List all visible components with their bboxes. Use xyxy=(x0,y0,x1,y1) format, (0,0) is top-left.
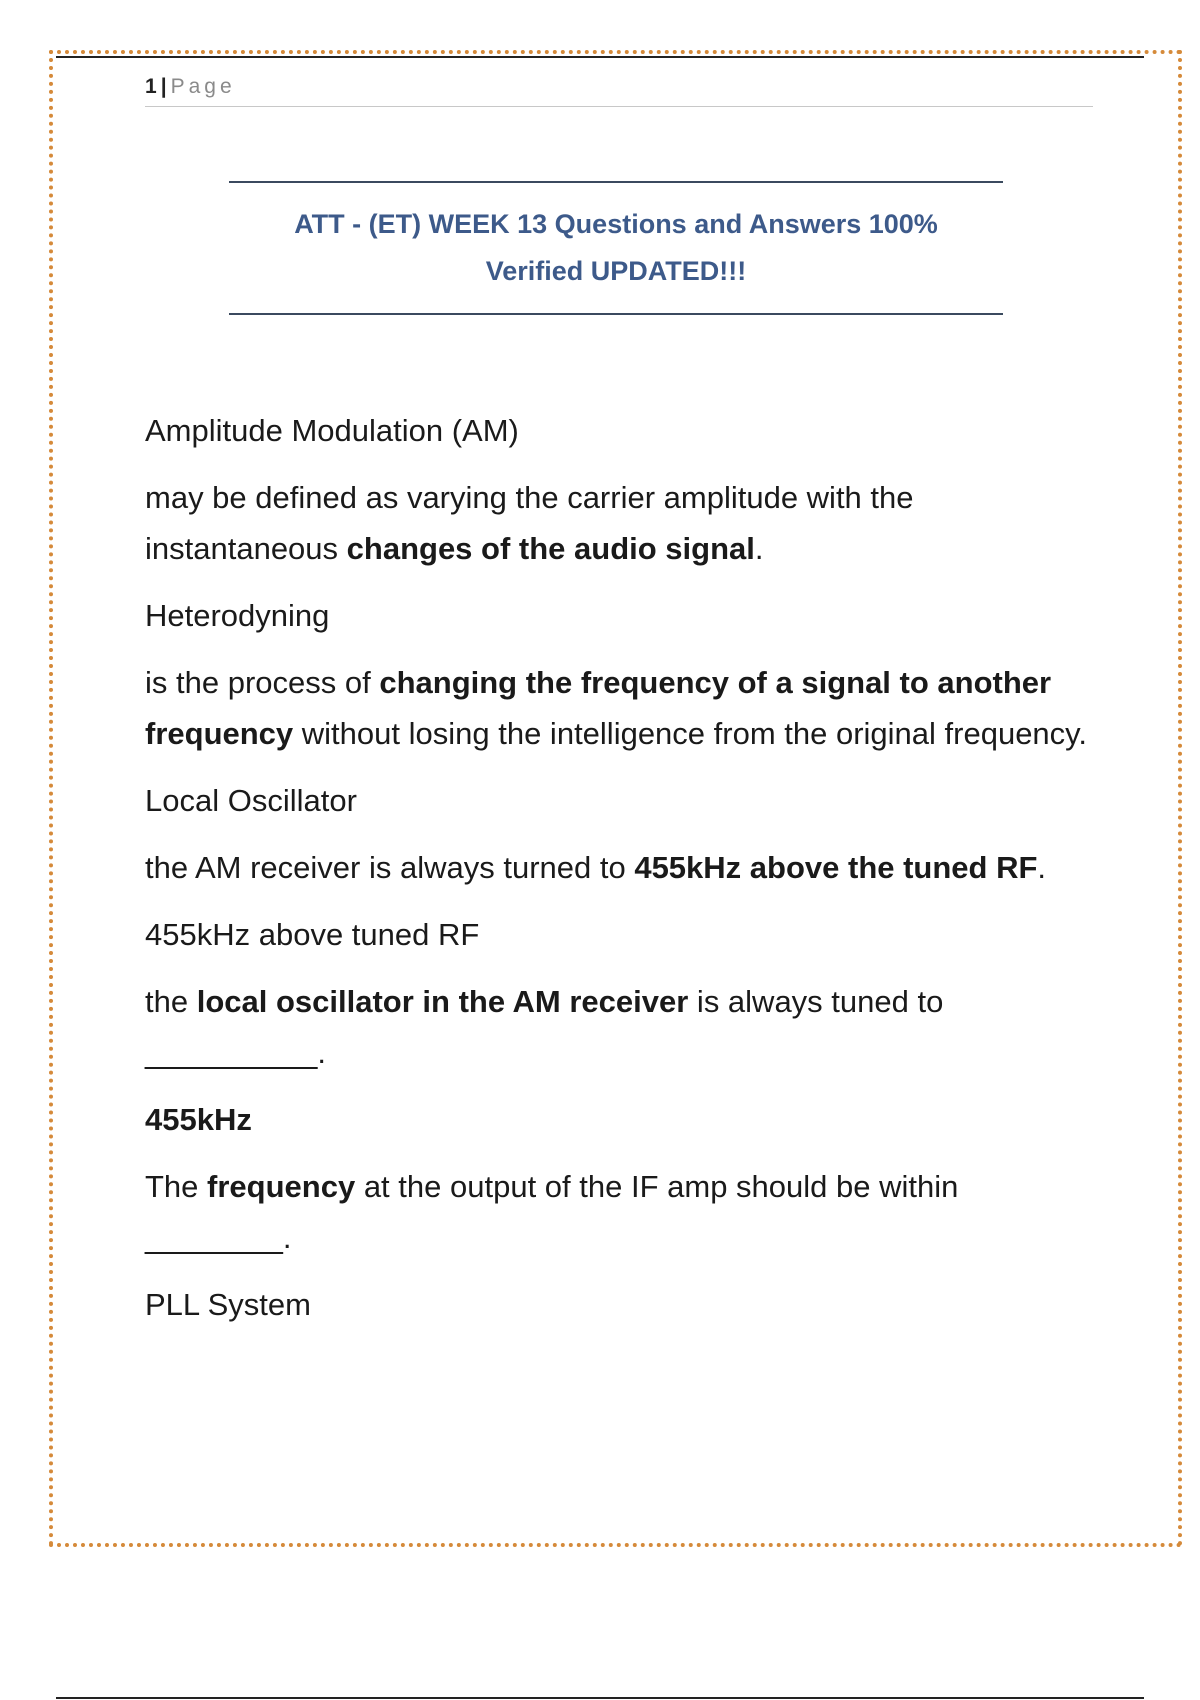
title-line-2: Verified UPDATED!!! xyxy=(485,256,747,286)
definition-455khz-above: the local oscillator in the AM receiver is always tuned to __________. xyxy=(145,984,944,1070)
answer-blank: ________. xyxy=(145,1220,292,1255)
top-rule xyxy=(56,56,1144,58)
definition-heterodyning: is the process of changing the frequency of a signal to another frequency without losing the intelligence from the original frequency. xyxy=(145,665,1087,751)
answer-blank: __________. xyxy=(145,1035,327,1070)
term-heterodyning: Heterodyning xyxy=(145,598,330,633)
term-am: Amplitude Modulation (AM) xyxy=(145,413,519,448)
page-header xyxy=(145,72,1093,107)
term-455khz-above: 455kHz above tuned RF xyxy=(145,917,480,952)
definition-local-oscillator: the AM receiver is always turned to 455kHz above the tuned RF. xyxy=(145,850,1047,885)
term-pll-system: PLL System xyxy=(145,1287,311,1322)
definition-am: may be defined as varying the carrier amplitude with the instantaneous changes of the audio signal. xyxy=(145,480,914,566)
term-455khz: 455kHz xyxy=(145,1102,252,1137)
term-local-oscillator: Local Oscillator xyxy=(145,783,357,818)
qa-content xyxy=(145,405,1095,1346)
bottom-rule xyxy=(56,1697,1144,1699)
definition-if-amp: The frequency at the output of the IF amp should be within ________. xyxy=(145,1169,959,1255)
page-number: 1 xyxy=(145,75,157,98)
page-word: Page xyxy=(170,75,236,98)
document-title xyxy=(229,181,1003,315)
title-line-1: ATT - (ET) WEEK 13 Questions and Answers 100% xyxy=(294,209,938,239)
page-separator: | xyxy=(160,75,167,98)
